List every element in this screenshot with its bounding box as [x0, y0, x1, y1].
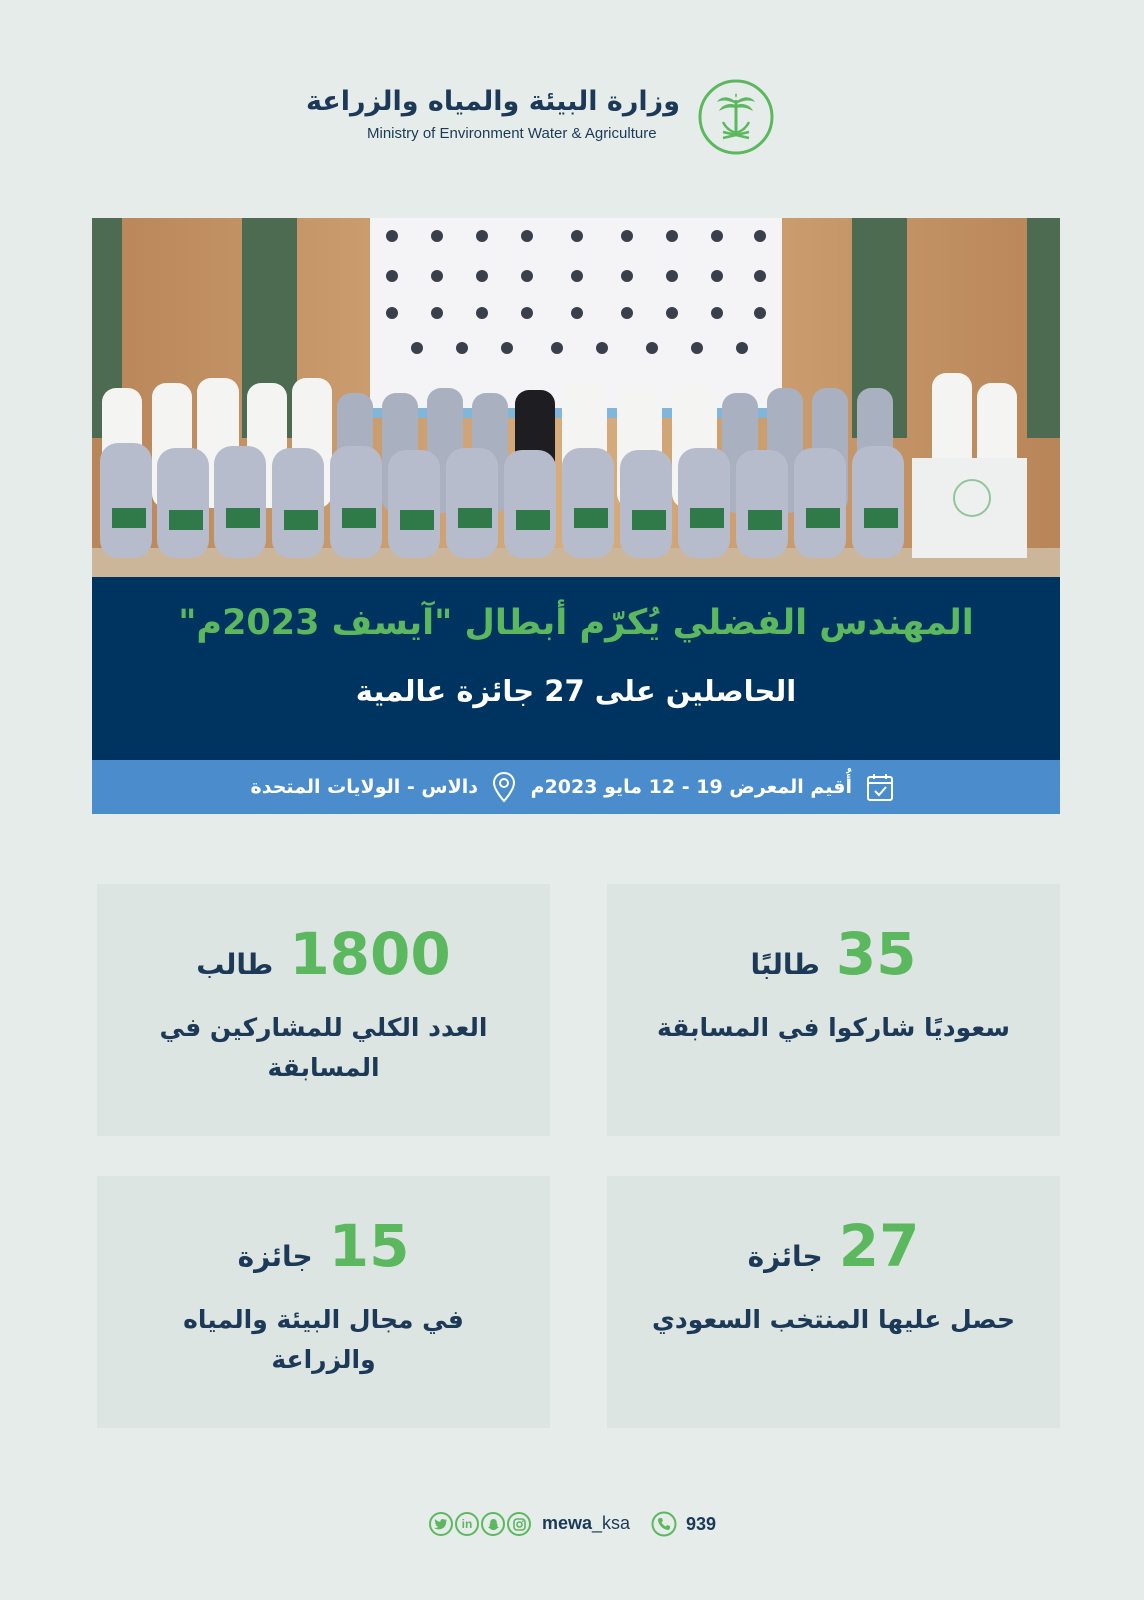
footer: [0, 1510, 1144, 1544]
instagram-icon[interactable]: [507, 1512, 531, 1536]
snapchat-icon[interactable]: [481, 1512, 505, 1536]
stat-unit: جائزة: [747, 1240, 823, 1273]
stat-number: 35: [835, 920, 917, 988]
calendar-check-icon: [866, 772, 894, 802]
stat-number: 27: [838, 1212, 920, 1280]
headline-subtitle: الحاصلين على 27 جائزة عالمية: [355, 674, 797, 708]
stat-card: [607, 1176, 1060, 1428]
stat-description: حصل عليها المنتخب السعودي: [652, 1305, 1015, 1334]
stat-description: في مجال البيئة والمياه والزراعة: [183, 1305, 464, 1374]
social-handle[interactable]: [542, 1513, 630, 1534]
palm-emblem-icon: [697, 78, 775, 156]
event-location-text: دالاس - الولايات المتحدة: [250, 776, 478, 798]
headline-panel: [92, 577, 1060, 760]
stat-card: [607, 884, 1060, 1136]
location-pin-icon: [492, 771, 516, 803]
stat-card: [97, 884, 550, 1136]
phone-icon: [651, 1511, 677, 1537]
stat-unit: طالب: [196, 948, 274, 981]
event-date-text: أُقيم المعرض 19 - 12 مايو 2023م: [530, 776, 852, 798]
social-handle-suffix: _ksa: [592, 1513, 631, 1533]
linkedin-icon[interactable]: in: [455, 1512, 479, 1536]
ministry-name-english: Ministry of Environment Water & Agriculture: [367, 125, 657, 142]
headline-title: المهندس الفضلي يُكرّم أبطال "آيسف 2023م": [178, 603, 974, 643]
stat-number: 1800: [289, 920, 451, 988]
stat-unit: طالبًا: [750, 948, 820, 981]
event-date: [531, 760, 894, 814]
group-photo-image: [92, 218, 1060, 577]
stat-number: 15: [328, 1212, 410, 1280]
stat-unit: جائزة: [237, 1240, 313, 1273]
event-info-bar: [92, 760, 1060, 814]
social-handle-main: mewa: [542, 1513, 593, 1533]
event-location: [251, 760, 516, 814]
ministry-name-arabic: وزارة البيئة والمياه والزراعة: [305, 86, 680, 117]
stat-description: العدد الكلي للمشاركين في المسابقة: [159, 1013, 488, 1082]
stat-card: [97, 1176, 550, 1428]
phone-number[interactable]: 939: [686, 1514, 717, 1534]
twitter-icon[interactable]: [429, 1512, 453, 1536]
ministry-header: [0, 70, 1144, 160]
stat-description: سعوديًا شاركوا في المسابقة: [657, 1013, 1010, 1042]
